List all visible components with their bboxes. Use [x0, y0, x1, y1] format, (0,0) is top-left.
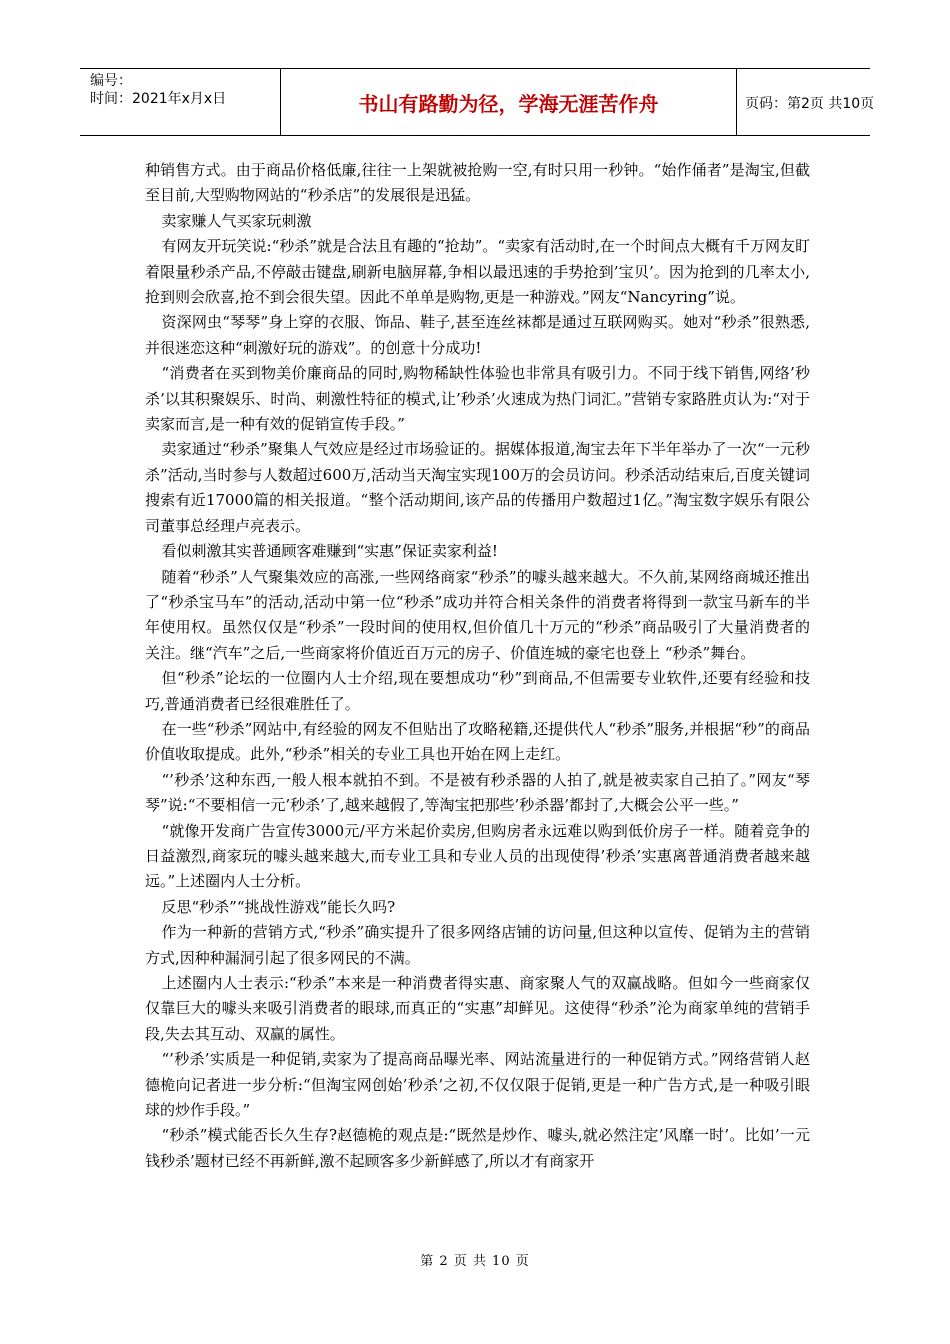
section-heading: 卖家赚人气买家玩刺激: [161, 211, 312, 230]
paragraph: 种销售方式。由于商品价格低廉,往往一上架就被抢购一空,有时只用一秒钟。“始作俑者”是淘宝,但截至目前,大型购物网站的“秒杀店”的发展很是迅猛。: [145, 161, 810, 205]
paragraph: 随着“秒杀”人气聚集效应的高涨,一些网络商家“秒杀”的噱头越来越大。不久前,某网络商城还推出了“秒杀宝马车”的活动,活动中第一位“秒杀”成功并符合相关条件的消费者将得到一款宝马新车的半年使用权。虽然仅仅是“秒杀”一段时间的使用权,但价值几十万元的“秒杀”商品吸引了大量消费者的关注。继“汽车”之后,一些商家将价值近百万元的房子、价值连城的豪宅也登上 “秒杀”舞台。: [145, 567, 810, 662]
page-footer: 第 2 页 共 10 页: [420, 1254, 530, 1269]
section-heading: 反思“秒杀”“挑战性游戏”能长久吗?: [161, 897, 396, 916]
paragraph: 卖家通过“秒杀”聚集人气效应是经过市场验证的。据媒体报道,淘宝去年下半年举办了一次“一元秒杀”活动,当时参与人数超过600万,活动当天淘宝实现100万的会员访问。秒杀活动结束后,百度关键词搜索有近17000篇的相关报道。“整个活动期间,该产品的传播用户数超过1亿。”淘宝数字娱乐有限公司董事总经理卢亮表示。: [145, 440, 810, 535]
header-meta: [90, 72, 226, 108]
paragraph: “秒杀”模式能否长久生存?赵德桅的观点是:“既然是炒作、噱头,就必然注定’风靡一时’。比如’一元钱秒杀’题材已经不再新鲜,激不起顾客多少新鲜感了,所以才有商家开: [145, 1126, 810, 1170]
paragraph: “消费者在买到物美价廉商品的同时,购物稀缺性体验也非常具有吸引力。不同于线下销售,网络’秒杀’以其积聚娱乐、时尚、刺激性特征的模式,让’秒杀’火速成为热门词汇。”营销专家路胜贞认为:“对于卖家而言,是一种有效的促销宣传手段。”: [145, 364, 810, 434]
header-motto-cell: [280, 69, 737, 135]
paragraph: 资深网虫“琴琴”身上穿的衣服、饰品、鞋子,甚至连丝袜都是通过互联网购买。她对“秒杀”很熟悉,并很迷恋这种“刺激好玩的游戏”。的创意十分成功!: [145, 313, 810, 357]
document-date: 时间：2021年x月x日: [90, 91, 227, 107]
paragraph: “’秒杀’实质是一种促销,卖家为了提高商品曝光率、网站流量进行的一种促销方式。”网络营销人赵德桅向记者进一步分析:“但淘宝网创始’秒杀’之初,不仅仅限于促销,更是一种广告方式,是一种吸引眼球的炒作手段。”: [145, 1050, 810, 1120]
paragraph: 上述圈内人士表示:“秒杀”本来是一种消费者得实惠、商家聚人气的双赢战略。但如今一些商家仅仅靠巨大的噱头来吸引消费者的眼球,而真正的“实惠”却鲜见。这使得“秒杀”沦为商家单纯的营销手段,失去其互动、双赢的属性。: [145, 974, 810, 1043]
header-motto: 书山有路勤为径，学海无涯苦作舟: [358, 91, 659, 116]
header-page-info: 页码：第2页 共10页: [745, 96, 875, 112]
paragraph: 有网友开玩笑说:“秒杀”就是合法且有趣的“抢劫”。“卖家有活动时,在一个时间点大概有千万网友盯着限量秒杀产品,不停敲击键盘,刷新电脑屏幕,争相以最迅速的手势抢到’宝贝’。因为抢到的几率太小,抢到则会欣喜,抢不到会很失望。因此不单单是购物,更是一种游戏。”网友“Nancyring”说。: [145, 237, 810, 307]
paragraph: 作为一种新的营销方式,“秒杀”确实提升了很多网络店铺的访问量,但这种以宣传、促销为主的营销方式,因种种漏洞引起了很多网民的不满。: [145, 923, 810, 967]
document-number-label: 编号：: [90, 73, 132, 89]
page-header: [80, 68, 875, 136]
paragraph: “就像开发商广告宣传3000元/平方米起价卖房,但购房者永远难以购到低价房子一样。随着竞争的日益激烈,商家玩的噱头越来越大,而专业工具和专业人员的出现使得’秒杀’实惠离普通消费者越来越远。”上述圈内人士分析。: [145, 821, 810, 891]
paragraph: 但“秒杀”论坛的一位圈内人士介绍,现在要想成功“秒”到商品,不但需要专业软件,还要有经验和技巧,普通消费者已经很难胜任了。: [145, 669, 810, 713]
article-body: [145, 158, 810, 1174]
paragraph: 在一些“秒杀”网站中,有经验的网友不但贴出了攻略秘籍,还提供代人“秒杀”服务,并根据“秒”的商品价值收取提成。此外,“秒杀”相关的专业工具也开始在网上走红。: [145, 719, 810, 764]
section-heading: 看似刺激其实普通顾客难赚到“实惠”保证卖家利益!: [161, 542, 498, 561]
paragraph: “’秒杀’这种东西,一般人根本就拍不到。不是被有秒杀器的人拍了,就是被卖家自己拍了。”网友“琴琴”说:“不要相信一元’秒杀’了,越来越假了,等淘宝把那些’秒杀器’都封了,大概会公平一些。”: [145, 770, 810, 815]
